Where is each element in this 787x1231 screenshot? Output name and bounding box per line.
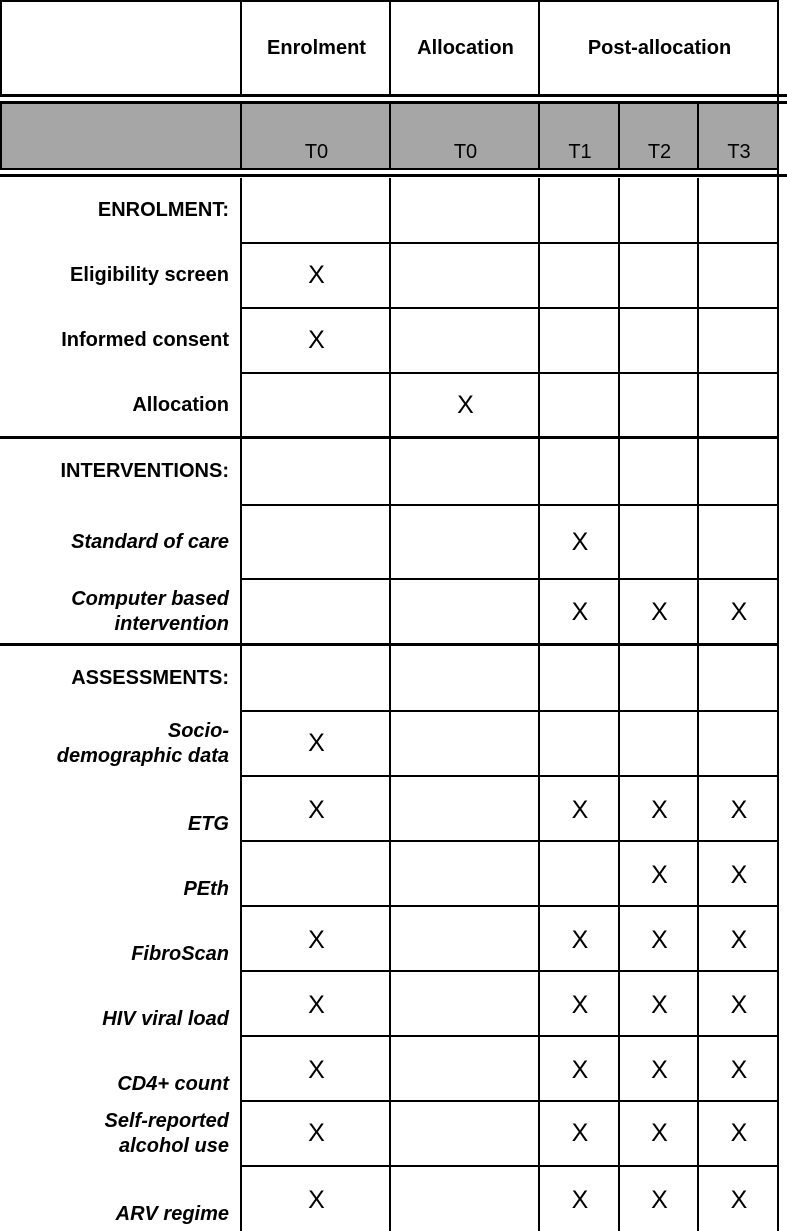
mark-cell [242, 841, 391, 906]
row-label-fibroscan: FibroScan [131, 943, 229, 965]
h-gridline [240, 307, 779, 309]
mark-cell [391, 1101, 540, 1166]
mark-cell [620, 243, 699, 308]
v-gridline [538, 178, 540, 1231]
row-label-text: Computer based intervention [71, 588, 229, 635]
h-gridline [240, 710, 779, 712]
row-label-hiv-viral-load: HIV viral load [102, 1008, 229, 1030]
h-gridline [240, 242, 779, 244]
h-gridline [240, 775, 779, 777]
v-gridline [618, 104, 620, 170]
mark-cell: X [730, 1119, 748, 1147]
h-gridline [0, 436, 779, 439]
mark-cell [391, 906, 540, 971]
v-gridline [240, 0, 242, 96]
v-gridline [777, 0, 779, 178]
mark-cell: X [308, 1056, 325, 1084]
timepoint-t1: T1 [568, 141, 592, 163]
row-label-peth: PEth [183, 878, 229, 900]
mark-cell [699, 243, 779, 308]
mark-cell [540, 711, 620, 776]
v-gridline [777, 178, 779, 1231]
mark-cell: X [571, 1056, 589, 1084]
mark-cell [391, 776, 540, 841]
v-gridline [538, 104, 540, 170]
mark-cell [391, 971, 540, 1036]
v-gridline [697, 104, 699, 170]
mark-cell [391, 841, 540, 906]
mark-cell: X [651, 1056, 668, 1084]
v-gridline [240, 178, 242, 1231]
mark-cell: X [730, 991, 748, 1019]
mark-cell [620, 308, 699, 373]
mark-cell: X [571, 527, 589, 556]
h-gridline [240, 970, 779, 972]
mark-cell: X [730, 861, 748, 889]
section-title-interventions: INTERVENTIONS: [60, 460, 229, 482]
mark-cell: X [730, 926, 748, 954]
timepoint-t3: T3 [727, 141, 751, 163]
mark-cell [242, 373, 391, 438]
row-label-arv-regime: ARV regime [115, 1203, 229, 1225]
mark-cell [391, 579, 540, 645]
mark-cell: X [651, 796, 668, 824]
mark-cell [699, 505, 779, 579]
row-label-cd4-count: CD4+ count [117, 1073, 229, 1095]
mark-cell: X [571, 1186, 589, 1214]
h-gridline [240, 1035, 779, 1037]
mark-cell: X [308, 326, 325, 354]
row-label-text: Self-reported alcohol use [104, 1109, 229, 1157]
mark-cell: X [730, 1186, 748, 1214]
phase-enrolment-header: Enrolment [267, 36, 366, 59]
row-label-etg: ETG [187, 813, 229, 835]
row-label-computer-based-intervention [0, 579, 242, 645]
mark-cell [391, 1166, 540, 1231]
v-gridline [0, 104, 2, 170]
mark-cell: X [308, 926, 325, 954]
mark-cell: X [651, 1186, 668, 1214]
mark-cell: X [730, 1056, 748, 1084]
row-label-allocation: Allocation [132, 394, 229, 416]
mark-cell: X [308, 796, 325, 824]
v-gridline [240, 104, 242, 170]
h-gridline [0, 174, 787, 177]
mark-cell: X [730, 796, 748, 824]
mark-cell: X [308, 261, 325, 289]
timepoint-enrolment-t0: T0 [304, 141, 329, 163]
mark-cell [391, 711, 540, 776]
v-gridline [389, 104, 391, 170]
mark-cell: X [651, 861, 668, 889]
mark-cell: X [308, 729, 325, 757]
mark-cell [699, 711, 779, 776]
h-gridline [240, 840, 779, 842]
h-gridline [240, 905, 779, 907]
section-title-enrolment: ENROLMENT: [97, 199, 229, 221]
v-gridline [389, 178, 391, 1231]
mark-cell: X [308, 991, 325, 1019]
v-gridline [538, 0, 540, 96]
mark-cell [242, 505, 391, 579]
row-label-text: Socio- demographic data [56, 719, 229, 767]
mark-cell: X [651, 926, 668, 954]
mark-cell [540, 243, 620, 308]
timepoint-t2: T2 [647, 141, 672, 163]
mark-cell [391, 243, 540, 308]
h-gridline [240, 1100, 779, 1102]
mark-cell: X [571, 991, 589, 1019]
mark-cell: X [571, 1119, 589, 1147]
row-label-self-reported-alcohol-use [0, 1101, 242, 1166]
section-title-assessments: ASSESSMENTS: [71, 666, 229, 689]
h-gridline [0, 643, 779, 646]
mark-cell: X [651, 1119, 668, 1147]
mark-cell [391, 1036, 540, 1101]
mark-cell: X [571, 597, 589, 626]
v-gridline [618, 178, 620, 1231]
h-gridline [0, 101, 787, 104]
row-label-standard-of-care: Standard of care [71, 530, 229, 553]
mark-cell [699, 308, 779, 373]
h-gridline [240, 1165, 779, 1167]
mark-cell: X [571, 926, 589, 954]
v-gridline [697, 178, 699, 1231]
mark-cell: X [651, 597, 668, 626]
mark-cell [620, 373, 699, 438]
timepoint-allocation-t0: T0 [453, 141, 478, 163]
h-gridline [240, 578, 779, 580]
mark-cell [699, 373, 779, 438]
mark-cell [620, 505, 699, 579]
h-gridline [0, 94, 787, 97]
phase-post-allocation-header: Post-allocation [587, 36, 732, 59]
mark-cell [391, 308, 540, 373]
mark-cell: X [571, 796, 589, 824]
phase-allocation-header: Allocation [417, 36, 514, 59]
h-gridline [240, 372, 779, 374]
mark-cell [391, 505, 540, 579]
row-label-socio-demographic-data [0, 711, 242, 776]
mark-cell: X [730, 597, 748, 626]
mark-cell [242, 579, 391, 645]
v-gridline [0, 0, 2, 96]
mark-cell: X [308, 1186, 325, 1214]
mark-cell: X [308, 1119, 325, 1147]
mark-cell [540, 841, 620, 906]
v-gridline [389, 0, 391, 96]
mark-cell [620, 711, 699, 776]
mark-cell [540, 373, 620, 438]
row-label-informed-consent: Informed consent [61, 329, 229, 351]
h-gridline [240, 504, 779, 506]
mark-cell [540, 308, 620, 373]
mark-cell: X [651, 991, 668, 1019]
mark-cell: X [457, 391, 474, 419]
row-label-eligibility-screen: Eligibility screen [70, 264, 229, 286]
